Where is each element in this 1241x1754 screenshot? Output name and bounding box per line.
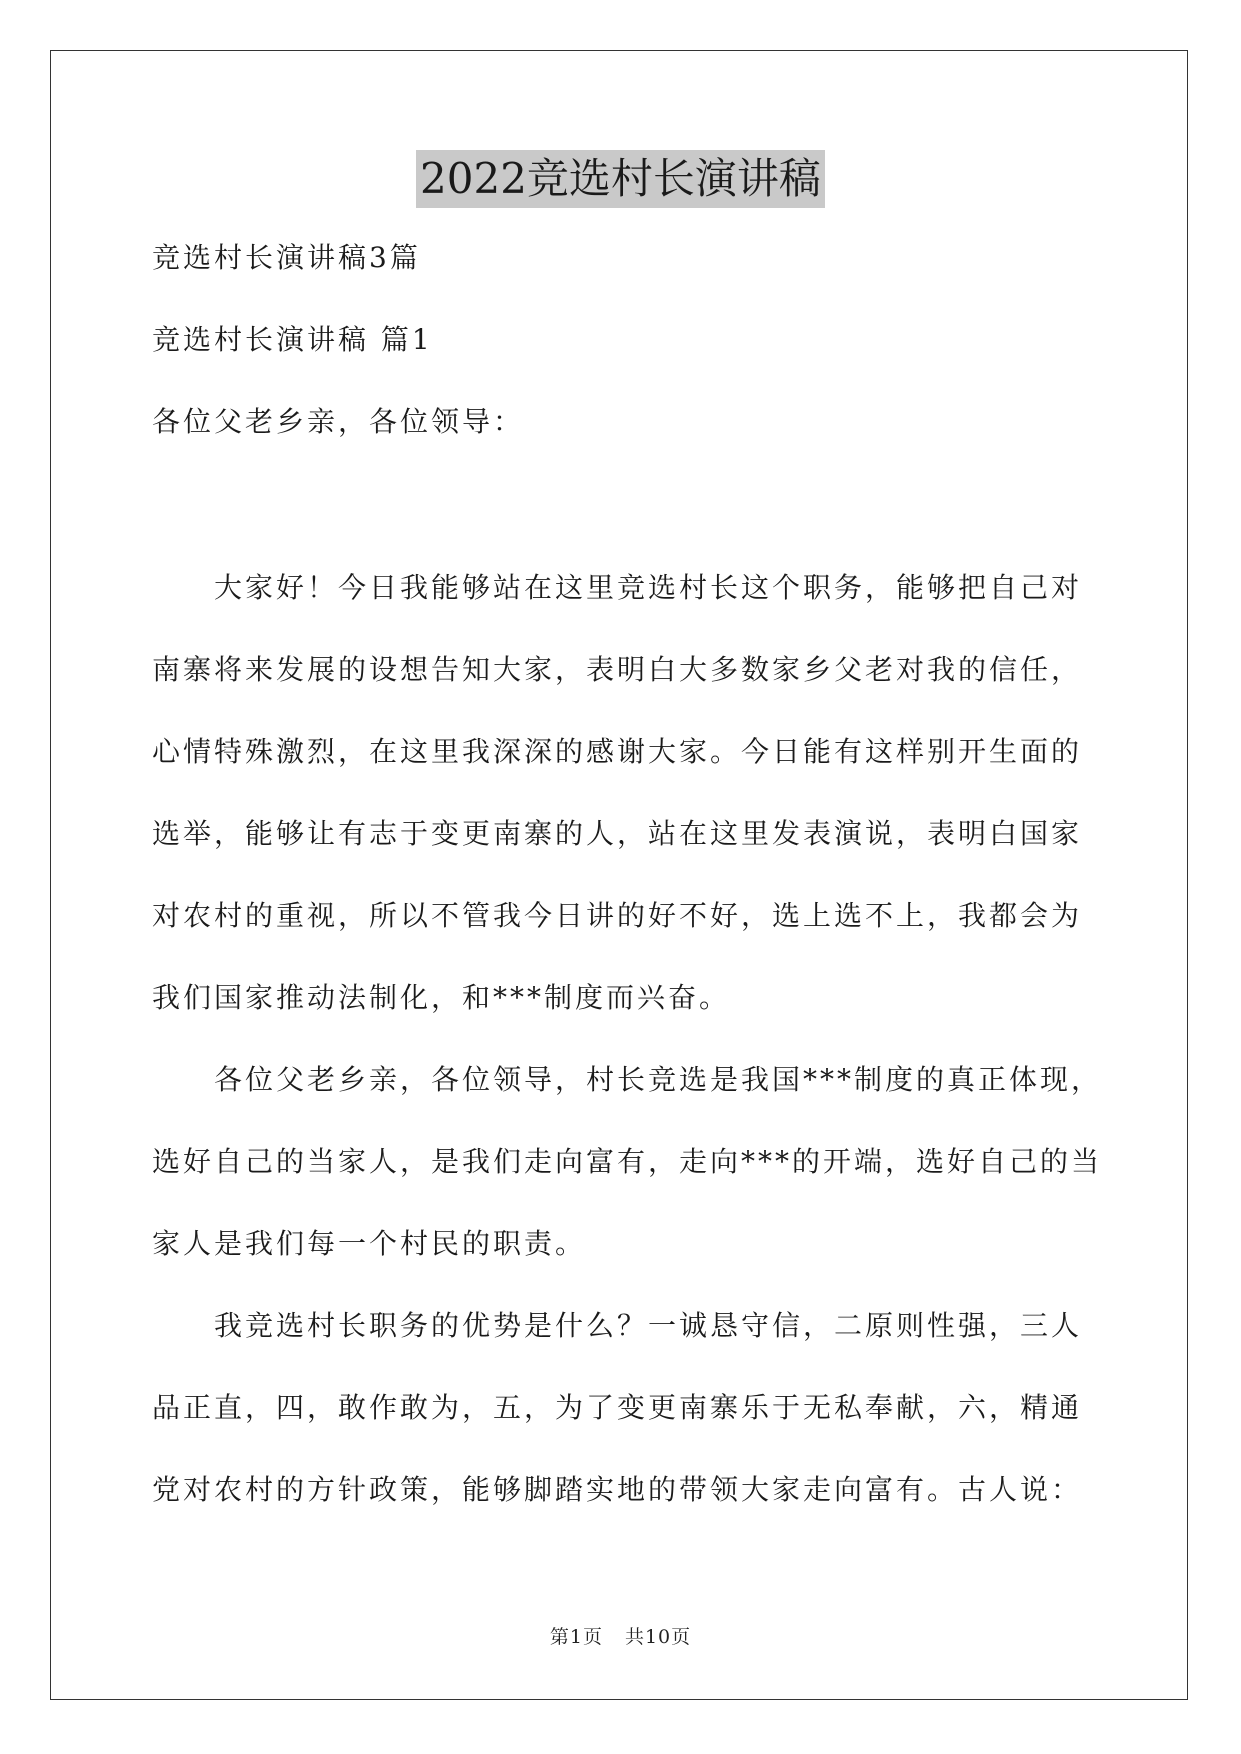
paragraph-1 [152,562,1092,1054]
paragraph-line: 大家好！今日我能够站在这里竞选村长这个职务，能够把自己对 [214,571,1083,604]
page-total: 共10页 [624,1626,692,1648]
paragraph-line: 我竞选村长职务的优势是什么？一诚恳守信，二原则性强，三人 [214,1309,1083,1342]
paragraph-line: 品正直，四，敢作敢为，五，为了变更南寨乐于无私奉献，六，精通 [152,1391,1083,1424]
page-footer [0,1622,1241,1649]
document-body [152,232,1103,1546]
paragraph-line: 心情特殊激烈，在这里我深深的感谢大家。今日能有这样别开生面的 [152,735,1083,768]
paragraph-line: 选举，能够让有志于变更南寨的人，站在这里发表演说，表明白国家 [152,817,1083,850]
paragraph-2 [152,1054,1103,1300]
paragraph-3 [152,1300,1092,1546]
paragraph-line: 各位父老乡亲，各位领导，村长竞选是我国***制度的真正体现， [214,1063,1103,1096]
document-subtitle: 竞选村长演讲稿3篇 [152,241,421,274]
paragraph-line: 党对农村的方针政策，能够脚踏实地的带领大家走向富有。古人说： [152,1473,1083,1506]
blank-line [152,478,1092,562]
page-number: 第1页 [549,1626,603,1648]
section-heading: 竞选村长演讲稿 篇1 [152,323,433,356]
paragraph-line: 对农村的重视，所以不管我今日讲的好不好，选上选不上，我都会为 [152,899,1083,932]
paragraph-line: 我们国家推动法制化，和***制度而兴奋。 [152,981,731,1014]
paragraph-line: 家人是我们每一个村民的职责。 [152,1227,587,1260]
paragraph-line: 南寨将来发展的设想告知大家，表明白大多数家乡父老对我的信任， [152,653,1083,686]
paragraph-line: 选好自己的当家人，是我们走向富有，走向***的开端，选好自己的当 [152,1145,1103,1178]
title-container [0,150,1241,208]
salutation: 各位父老乡亲，各位领导： [152,405,525,438]
document-title: 2022竞选村长演讲稿 [416,150,825,208]
